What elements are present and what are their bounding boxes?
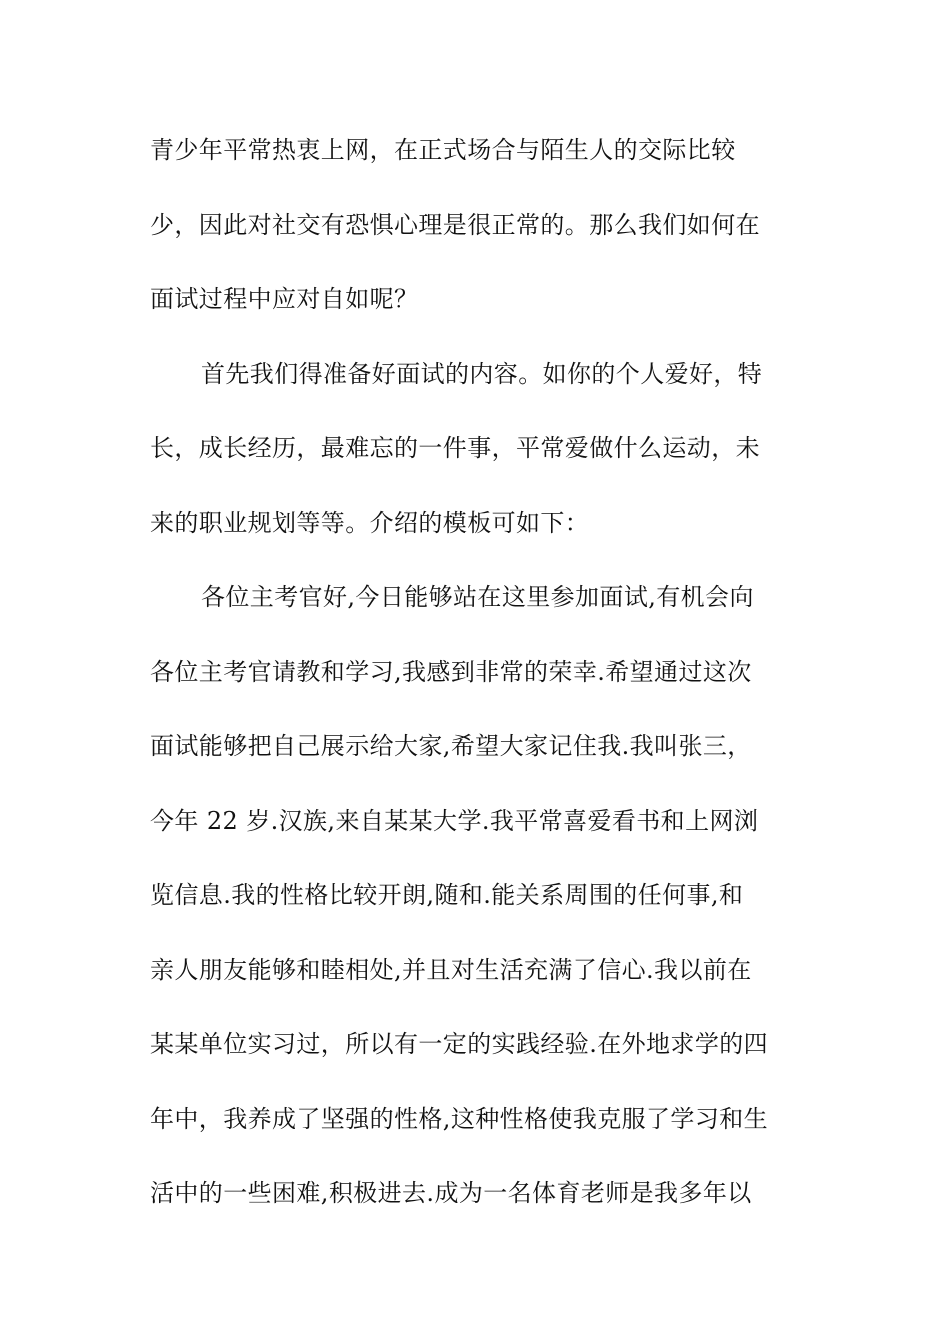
text-line: 少，因此对社交有恐惧心理是很正常的。那么我们如何在	[150, 210, 760, 239]
paragraph-start-line: 各位主考官好,今日能够站在这里参加面试,有机会向	[201, 583, 754, 611]
text-line: 览信息.我的性格比较开朗,随和.能关系周围的任何事,和	[150, 881, 744, 909]
text-line: 某某单位实习过，所以有一定的实践经验.在外地求学的四	[150, 1030, 769, 1058]
text-line: 亲人朋友能够和睦相处,并且对生活充满了信心.我以前在	[150, 955, 752, 984]
text-line: 面试能够把自己展示给大家,希望大家记住我.我叫张三，	[150, 732, 752, 760]
document-body	[150, 128, 810, 1246]
text-line: 年中，我养成了坚强的性格,这种性格使我克服了学习和生	[150, 1104, 769, 1133]
text-line: 今年 22 岁.汉族,来自某某大学.我平常喜爱看书和上网浏	[150, 806, 759, 835]
text-line: 各位主考官请教和学习,我感到非常的荣幸.希望通过这次	[150, 657, 752, 686]
text-line: 长，成长经历，最难忘的一件事，平常爱做什么运动，未	[150, 434, 760, 462]
text-line: 活中的一些困难,积极进去.成为一名体育老师是我多年以	[150, 1179, 752, 1207]
text-line: 面试过程中应对自如呢？	[150, 285, 419, 313]
text-line: 来的职业规划等等。介绍的模板可如下：	[150, 508, 590, 537]
paragraph-start-line: 首先我们得准备好面试的内容。如你的个人爱好，特	[201, 359, 763, 388]
text-line: 青少年平常热衷上网，在正式场合与陌生人的交际比较	[150, 136, 736, 164]
